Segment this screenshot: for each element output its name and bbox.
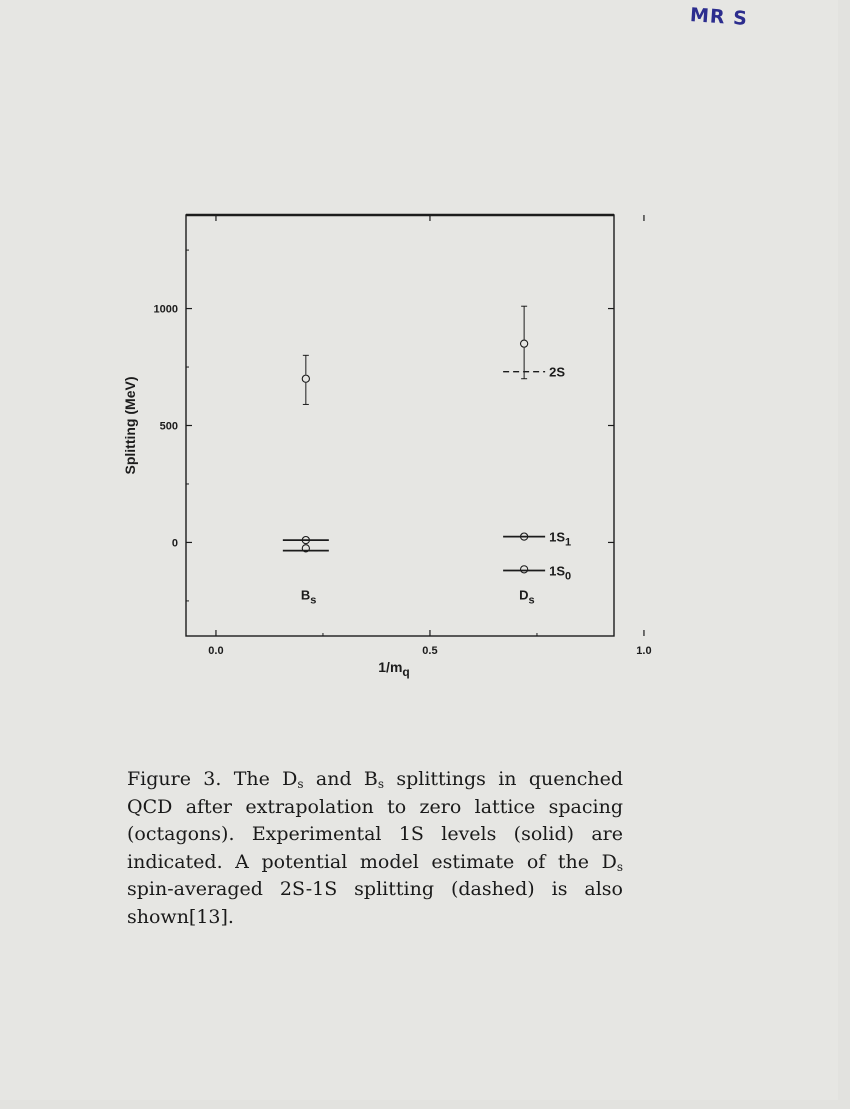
handwritten-stamp: MR S — [689, 4, 749, 30]
y-tick-label: 500 — [159, 420, 178, 433]
group-label: $B_s$ — [300, 587, 317, 607]
y-axis-label: Splitting (MeV) — [122, 376, 138, 475]
level-label: 2S — [549, 364, 566, 380]
x-axis-label: 1/mq — [378, 659, 410, 679]
data-point-octagon — [302, 375, 309, 382]
x-tick-label: 0.5 — [422, 645, 438, 657]
data-point-octagon — [521, 566, 528, 573]
data-point-octagon — [521, 340, 528, 347]
y-tick-label: 1000 — [153, 303, 178, 316]
x-tick-label: 1.0 — [636, 645, 652, 657]
level-label: $1S_0$ — [549, 563, 572, 583]
x-tick-label: 0.0 — [208, 645, 224, 657]
group-label: $D_s$ — [519, 587, 535, 607]
y-tick-label: 0 — [171, 537, 178, 550]
level-label: $1S_1$ — [549, 529, 572, 549]
figure-caption: Figure 3. The $D_s$ and $B_s$ splittings in quenched QCD after extrapolation to zero lattice spacing (octagons). Experimental 1S levels (solid) are indicated. A potential model estimate of the $D_s$ spin-averaged 2S-1S splitting (dashed) is also shown[13]. — [127, 768, 623, 928]
